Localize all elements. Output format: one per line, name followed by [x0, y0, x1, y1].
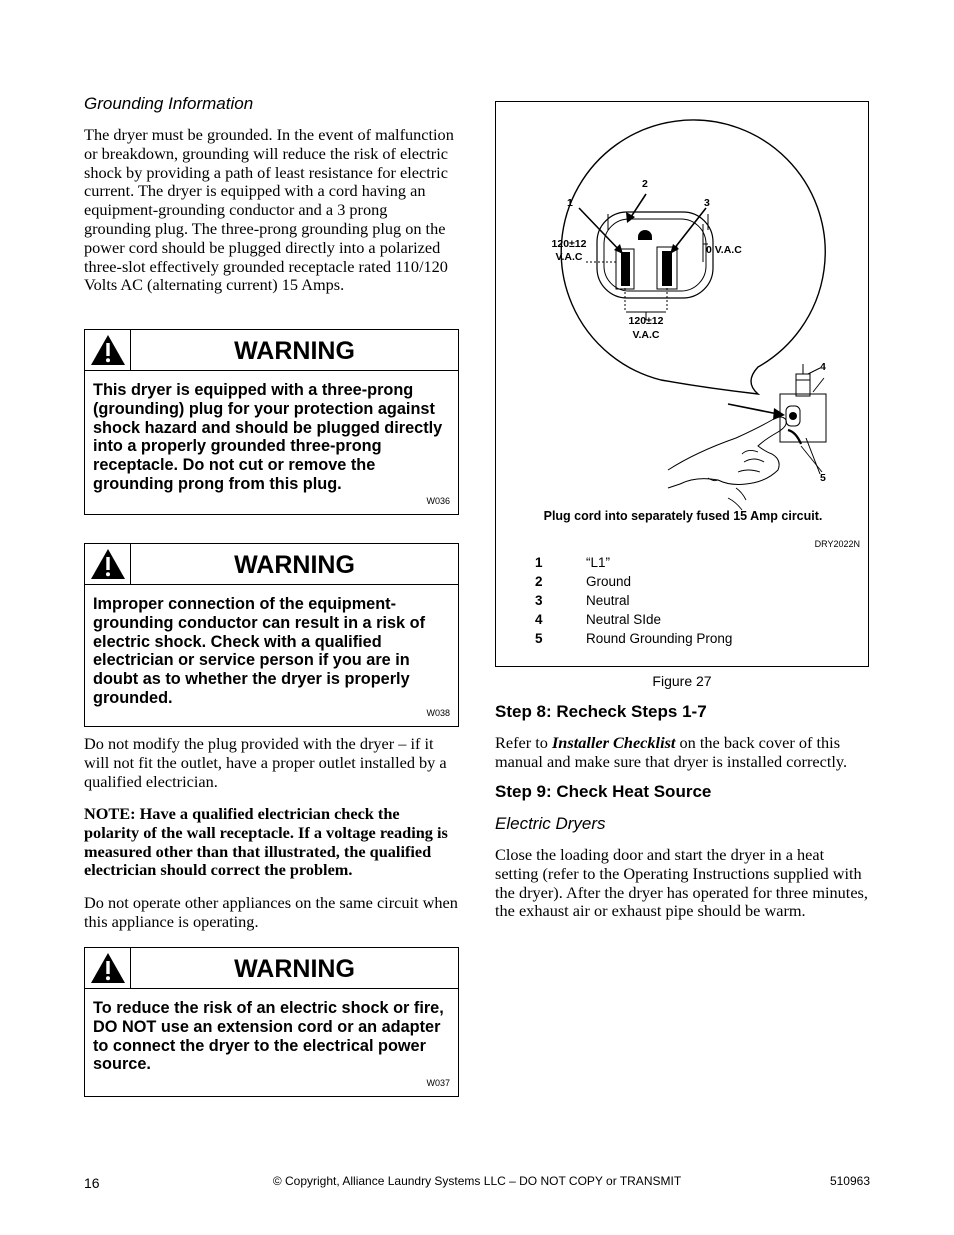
- circuit-paragraph: Do not operate other appliances on the same circuit when this appliance is operating.: [84, 893, 458, 931]
- warning-triangle-icon: [85, 544, 131, 584]
- warning-title: WARNING: [234, 955, 355, 983]
- legend-number: 1: [535, 555, 543, 570]
- grounding-heading: Grounding Information: [84, 94, 254, 113]
- warning-box-grounding-conductor: [84, 543, 459, 727]
- voltage-bottom-unit: V.A.C: [632, 329, 660, 341]
- warning-code: W037: [426, 1078, 450, 1088]
- document-number: 510963: [829, 1174, 870, 1188]
- legend-row: [496, 612, 870, 631]
- figure-label: Figure 27: [652, 673, 712, 689]
- voltage-left-value: 120±12: [551, 238, 587, 250]
- step9-heading: Step 9: Check Heat Source: [495, 782, 712, 801]
- installer-checklist-ref: Installer Checklist: [551, 733, 676, 752]
- legend-label: Neutral: [586, 593, 630, 608]
- voltage-left-label: [549, 238, 589, 264]
- callout-4: 4: [820, 361, 826, 373]
- note-paragraph: NOTE: Have a qualified electrician check the polarity of the wall receptacle. If a voltage reading is measured other than that illustrated, the qualified electrician should correct the problem.: [84, 804, 448, 880]
- voltage-left-unit: V.A.C: [555, 251, 583, 263]
- drawing-code: DRY2022N: [814, 539, 860, 549]
- warning-text: To reduce the risk of an electric shock or fire, DO NOT use an extension cord or an adapter to connect the dryer to the electrical power source.: [93, 999, 444, 1074]
- warning-header: [85, 948, 458, 989]
- legend-label: Neutral SIde: [586, 612, 662, 627]
- page-number: 16: [84, 1175, 100, 1191]
- callout-3: 3: [704, 197, 710, 209]
- step8-heading: Step 8: Recheck Steps 1-7: [495, 702, 707, 721]
- legend-row: [496, 555, 870, 574]
- legend-number: 5: [535, 631, 543, 646]
- legend-label: Ground: [586, 574, 632, 589]
- plug-paragraph: Do not modify the plug provided with the dryer – if it will not fit the outlet, have a proper outlet installed by a qualified electrician.: [84, 734, 447, 791]
- callout-1: 1: [567, 197, 573, 209]
- callout-5: 5: [820, 472, 826, 484]
- warning-triangle-icon: [85, 948, 131, 988]
- step8-prefix: Refer to: [495, 733, 552, 752]
- voltage-right-label: 0 V.A.C: [706, 244, 742, 256]
- step8-paragraph: [495, 734, 869, 772]
- legend-row: [496, 593, 870, 612]
- legend-label: “L1”: [586, 555, 611, 570]
- warning-box-extension-cord: [84, 947, 459, 1097]
- electric-dryers-paragraph: Close the loading door and start the dryer in a heat setting (refer to the Operating Instructions supplied with the dryer). After the dryer has operated for three minutes, the exhaust air or exhaust pipe should be warm.: [495, 845, 868, 921]
- legend-number: 4: [535, 612, 543, 627]
- voltage-bottom-value: 120±12: [628, 315, 664, 327]
- warning-header: [85, 544, 458, 585]
- figure-27-box: [495, 101, 869, 667]
- warning-code: W038: [426, 708, 450, 718]
- copyright-notice: © Copyright, Alliance Laundry Systems LLC – DO NOT COPY or TRANSMIT: [272, 1174, 682, 1188]
- legend-row: [496, 574, 870, 593]
- legend-label: Round Grounding Prong: [586, 631, 733, 646]
- legend-row: [496, 631, 870, 650]
- warning-header: [85, 330, 458, 371]
- warning-title: WARNING: [234, 337, 355, 365]
- warning-box-grounding-plug: [84, 329, 459, 515]
- figure-caption-note: Plug cord into separately fused 15 Amp circuit.: [543, 509, 823, 523]
- voltage-bottom-label: [625, 314, 667, 342]
- warning-text: Improper connection of the equipment-grounding conductor can result in a risk of electric shock. Check with a qualified electrician or service person if you are in doubt as to whether the dryer is properly grounded.: [93, 595, 425, 707]
- legend-number: 2: [535, 574, 543, 589]
- step8-suffix: on the back cover of this manual and make sure that dryer is installed correctly.: [495, 733, 848, 771]
- receptacle-diagram: [496, 102, 868, 532]
- grounding-paragraph: The dryer must be grounded. In the event of malfunction or breakdown, grounding will reduce the risk of electric shock by providing a path of least resistance for electric current. The dryer is equipped with a cord having an equipment-grounding conductor and a 3 prong grounding plug. The three-prong grounding plug on the power cord should be plugged directly into a polarized three-slot effectively grounded receptacle rated 110/120 Volts AC (alternating current) 15 Amps.: [84, 125, 454, 295]
- warning-code: W036: [426, 496, 450, 506]
- warning-title: WARNING: [234, 551, 355, 579]
- warning-text: This dryer is equipped with a three-prong (grounding) plug for your protection against shock hazard and should be plugged directly into a properly grounded three-prong receptacle. Do not cut or remove the grounding prong from this plug.: [93, 381, 443, 493]
- electric-dryers-heading: Electric Dryers: [495, 814, 606, 833]
- warning-triangle-icon: [85, 330, 131, 370]
- callout-2: 2: [642, 178, 648, 190]
- legend-number: 3: [535, 593, 543, 608]
